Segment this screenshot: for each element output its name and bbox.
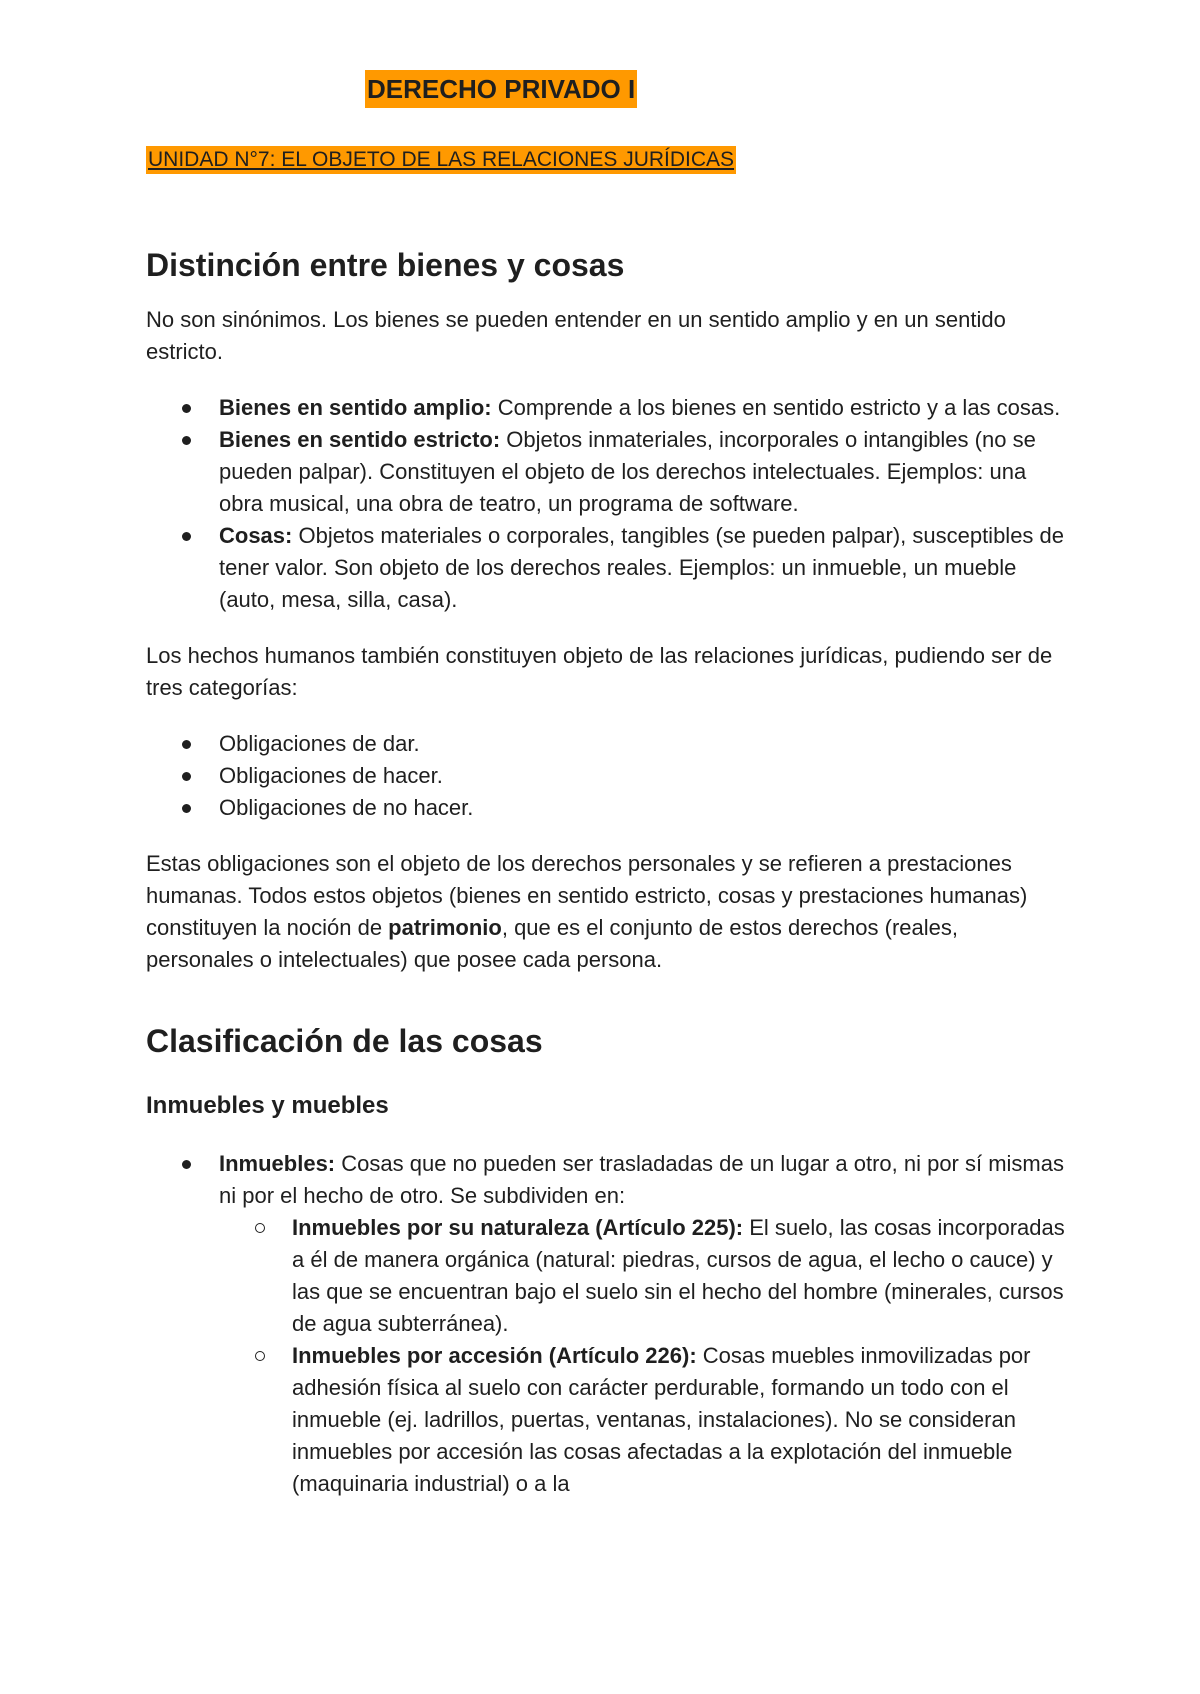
list-item xyxy=(146,392,1066,424)
list-text: Cosas muebles inmovilizadas por adhesión física al suelo con carácter perdurable, formando un todo con el inmueble (ej. ladrillos, puertas, ventanas, instalaciones). No se consideran inmuebles por accesión las cosas afectadas a la explotación del inmueble (maquinaria industrial) o a la xyxy=(292,1343,1031,1496)
list-item: Obligaciones de hacer. xyxy=(146,760,1066,792)
closing-paragraph xyxy=(146,848,1066,976)
list-text: Comprende a los bienes en sentido estricto y a las cosas. xyxy=(491,395,1061,420)
list-term: Inmuebles por accesión (Artículo 226): xyxy=(292,1343,697,1368)
facts-paragraph: Los hechos humanos también constituyen objeto de las relaciones jurídicas, pudiendo ser de tres categorías: xyxy=(146,643,1053,700)
closing-text-pre: Estas obligaciones son el objeto de los derechos personales y se refieren a prestaciones humanas. Todos estos objetos (bienes en sentido estricto, cosas y prestaciones humanas) constituyen la noción de xyxy=(146,851,1028,940)
sublist-item xyxy=(219,1340,1066,1500)
subheading-inmuebles-muebles: Inmuebles y muebles xyxy=(146,1092,389,1119)
list-item xyxy=(146,424,1066,520)
section-heading-clasificacion: Clasificación de las cosas xyxy=(146,1023,543,1059)
list-text: Cosas que no pueden ser trasladadas de un lugar a otro, ni por sí mismas ni por el hecho de otro. Se subdividen en: xyxy=(219,1151,1064,1208)
list-term: Inmuebles por su naturaleza (Artículo 225): xyxy=(292,1215,744,1240)
bienes-list xyxy=(146,392,1066,616)
closing-text-post: , que es el conjunto de estos derechos (reales, personales o intelectuales) que posee cada persona. xyxy=(146,915,959,972)
list-item: Obligaciones de no hacer. xyxy=(146,792,1066,824)
list-item xyxy=(146,1148,1066,1500)
list-item xyxy=(146,520,1066,616)
list-term: Cosas: xyxy=(219,523,293,548)
list-text: Objetos inmateriales, incorporales o intangibles (no se pueden palpar). Constituyen el objeto de los derechos intelectuales. Ejemplos: una obra musical, una obra de teatro, un programa de software. xyxy=(219,427,1036,516)
unit-heading: UNIDAD N°7: EL OBJETO DE LAS RELACIONES JURÍDICAS xyxy=(146,146,736,174)
document-body xyxy=(146,240,1066,1500)
list-text: Objetos materiales o corporales, tangibles (se pueden palpar), susceptibles de tener valor. Son objeto de los derechos reales. Ejemplos: un inmueble, un mueble (auto, mesa, silla, casa). xyxy=(219,523,1065,612)
inmuebles-sublist xyxy=(146,1212,1066,1500)
list-term: Inmuebles: xyxy=(219,1151,336,1176)
document-title: DERECHO PRIVADO I xyxy=(365,70,637,108)
list-item: Obligaciones de dar. xyxy=(146,728,1066,760)
inmuebles-list xyxy=(146,1148,1066,1500)
list-term: Bienes en sentido amplio: xyxy=(219,395,492,420)
patrimonio-term: patrimonio xyxy=(388,915,502,940)
section-heading-bienes-cosas: Distinción entre bienes y cosas xyxy=(146,247,625,283)
sublist-item xyxy=(219,1212,1066,1340)
obligations-list xyxy=(146,728,1066,824)
list-term: Bienes en sentido estricto: xyxy=(219,427,501,452)
intro-paragraph: No son sinónimos. Los bienes se pueden entender en un sentido amplio y en un sentido estricto. xyxy=(146,307,1006,364)
list-text: El suelo, las cosas incorporadas a él de manera orgánica (natural: piedras, cursos de agua, el lecho o cauce) y las que se encuentran bajo el suelo sin el hecho del hombre (minerales, cursos de agua subterránea). xyxy=(292,1215,1065,1336)
